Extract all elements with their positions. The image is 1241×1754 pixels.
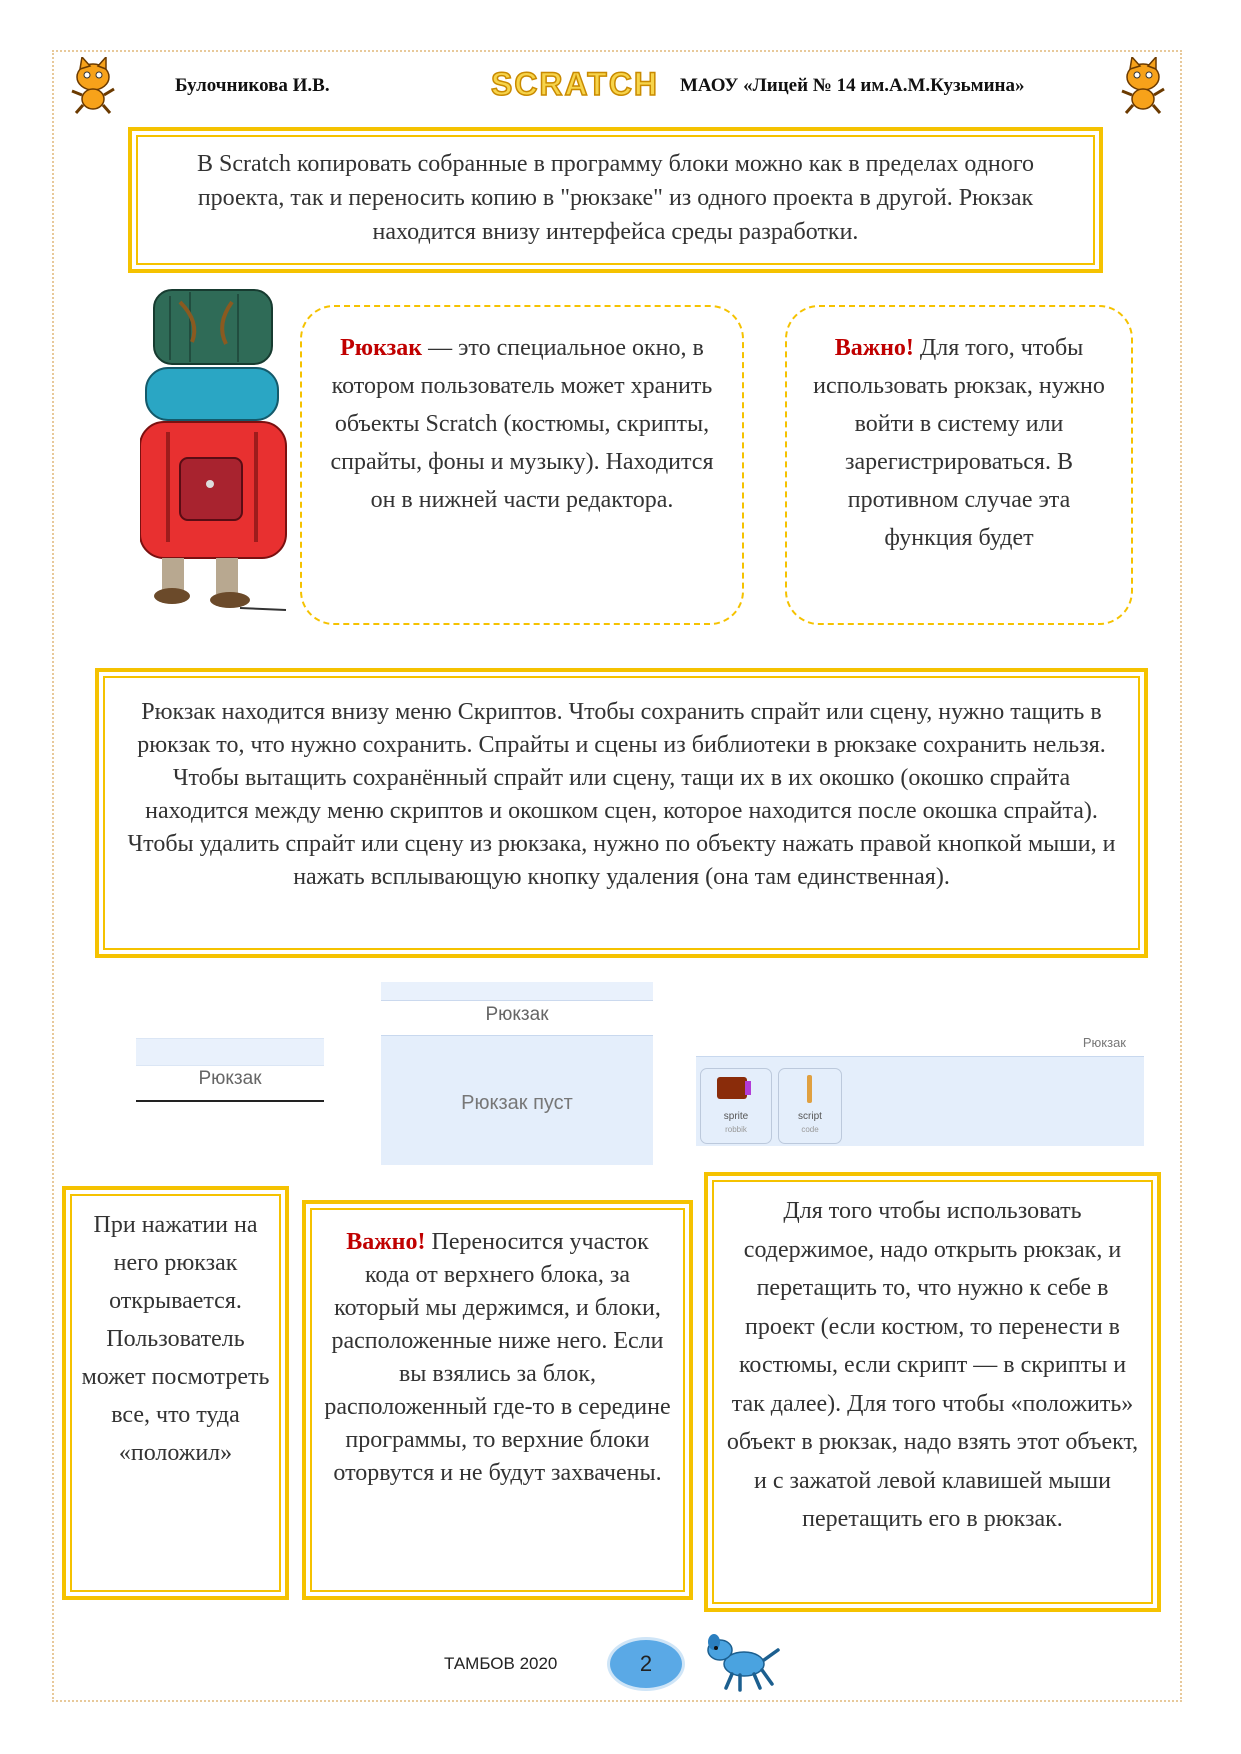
important-box-code bbox=[302, 1200, 693, 1600]
sprite-thumbnail-accent bbox=[745, 1081, 751, 1095]
scratch-logo bbox=[486, 64, 664, 104]
item-name: script bbox=[798, 1111, 822, 1122]
item-sub: code bbox=[801, 1125, 819, 1134]
important-code-text bbox=[324, 1226, 671, 1490]
page-number: 2 bbox=[610, 1640, 682, 1688]
backpack-header[interactable]: Рюкзак bbox=[485, 1004, 549, 1025]
scratch-cat-icon bbox=[68, 57, 118, 115]
backpack-empty-screenshot bbox=[381, 982, 653, 1164]
scratch-dog-icon bbox=[704, 1630, 784, 1692]
backpack-filled-screenshot bbox=[696, 1026, 1144, 1146]
intro-text: В Scratch копировать собранные в программу блоки можно как в пределах одного проекта, так и переносить копию в "рюкзаке" из одного проекта в другой. Рюкзак находится внизу интерфейса среды разработки. bbox=[197, 151, 1034, 245]
backpack-tab-screenshot bbox=[136, 1030, 324, 1104]
sprite-thumbnail bbox=[717, 1077, 747, 1099]
note-open-text: При нажатии на него рюкзак открывается. Пользователь может посмотреть все, что туда «положил» bbox=[81, 1212, 270, 1466]
item-sub: robbik bbox=[725, 1125, 747, 1134]
important-box-login bbox=[785, 305, 1133, 625]
important-login-text bbox=[809, 329, 1109, 557]
school-name: МАОУ «Лицей № 14 им.А.М.Кузьмина» bbox=[680, 75, 1025, 96]
main-info-text: Рюкзак находится внизу меню Скриптов. Чтобы сохранить спрайт или сцену, нужно тащить в рюкзак то, что нужно сохранить. Спрайты и сцены из библиотеки в рюкзаке сохранить нельзя. Чтобы вытащить сохранённый спрайт или сцену, тащи их в их окошко (окошко спрайта находится между меню скриптов и окошком сцен, которое находится после окошка спрайта). Чтобы удалить спрайт или сцену из рюкзака, нужно по объекту нажать правой кнопкой мыши, и нажать всплывающую кнопку удаления (она там единственная). bbox=[127, 699, 1116, 890]
scratch-cat-icon bbox=[1118, 57, 1168, 115]
important-code-body: Переносится участок кода от верхнего блока, за который мы держимся, и блоки, расположенные ниже него. Если вы взялись за блок, расположенный где-то в середине программы, то верхние блоки оторвутся и не будут захвачены. bbox=[324, 1229, 671, 1486]
note-open-box bbox=[62, 1186, 289, 1600]
definition-term: Рюкзак bbox=[340, 335, 423, 361]
footer-city-year: ТАМБОВ 2020 bbox=[444, 1654, 558, 1673]
definition-text bbox=[330, 329, 714, 519]
important-label: Важно! bbox=[834, 335, 914, 361]
definition-body: — это специальное окно, в котором пользователь может хранить объекты Scratch (костюмы, скрипты, спрайты, фоны и музыку). Находится он в нижней части редактора. bbox=[330, 335, 714, 513]
backpack-header-small[interactable]: Рюкзак bbox=[1082, 1035, 1126, 1050]
important-login-body: Для того, чтобы использовать рюкзак, нужно войти в систему или зарегистрироваться. В противном случае эта функция будет bbox=[813, 335, 1105, 551]
usage-text: Для того чтобы использовать содержимое, надо открыть рюкзак, и перетащить то, что нужно к себе в проект (если костюм, то перенести в костюмы, если скрипт — в скрипты и так далее). Для того чтобы «положить» объект в рюкзак, надо взять этот объект, и с зажатой левой клавишей мыши перетащить его в рюкзак. bbox=[726, 1198, 1139, 1532]
usage-box bbox=[704, 1172, 1161, 1612]
backpack-empty-label: Рюкзак пуст bbox=[461, 1092, 573, 1114]
script-thumbnail bbox=[807, 1075, 812, 1103]
important-label: Важно! bbox=[346, 1229, 426, 1255]
header bbox=[60, 55, 1175, 135]
item-name: sprite bbox=[723, 1111, 749, 1122]
intro-box bbox=[128, 127, 1103, 273]
main-info-box bbox=[95, 668, 1148, 958]
author-name: Булочникова И.В. bbox=[175, 75, 330, 96]
backpack-illustration bbox=[140, 282, 288, 612]
backpack-item-sprite[interactable] bbox=[700, 1068, 772, 1144]
backpack-item-script[interactable] bbox=[778, 1068, 842, 1144]
definition-box bbox=[300, 305, 744, 625]
backpack-tab[interactable]: Рюкзак bbox=[198, 1068, 262, 1089]
svg-text:SCRATCH: SCRATCH bbox=[490, 66, 660, 102]
